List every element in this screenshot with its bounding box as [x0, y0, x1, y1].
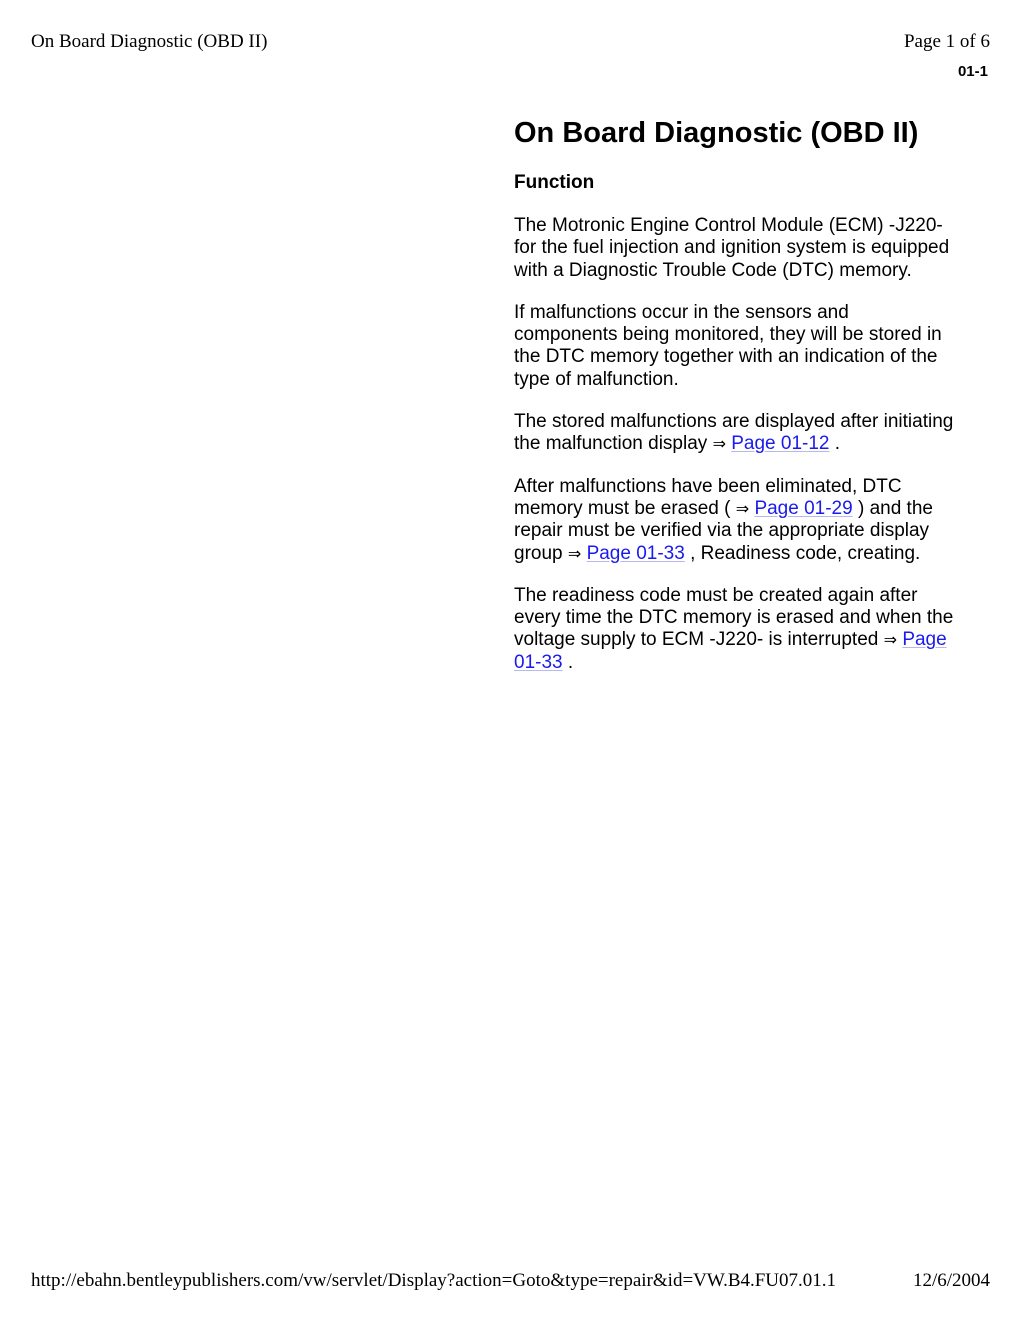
link-page-01-33[interactable]: Page 01-33: [586, 542, 685, 564]
right-arrow-icon: ⇒: [712, 434, 726, 454]
paragraph-text: .: [829, 433, 841, 455]
right-arrow-icon: ⇒: [735, 498, 750, 518]
paragraph-malfunction-display: [514, 411, 954, 456]
paragraph-text: The stored malfunctions are displayed after initiating the malfunction display: [514, 411, 954, 455]
paragraph-readiness-code: [514, 585, 954, 674]
link-page-01-29[interactable]: Page 01-29: [754, 497, 853, 519]
print-footer-date: 12/6/2004: [912, 1270, 990, 1291]
document-title: On Board Diagnostic (OBD II): [514, 117, 919, 149]
paragraph-malfunction-storage: If malfunctions occur in the sensors and components being monitored, they will be stored in the DTC memory together with an indication of the type of malfunction.: [514, 301, 942, 390]
print-header-title: On Board Diagnostic (OBD II): [31, 31, 268, 52]
right-arrow-icon: ⇒: [883, 630, 898, 650]
paragraph-ecm-description: The Motronic Engine Control Module (ECM) -J220- for the fuel injection and ignition system is equipped with a Diagnostic Trouble Code (DTC) memory.: [514, 215, 950, 281]
document-content: [514, 115, 954, 674]
right-arrow-icon: ⇒: [567, 543, 582, 563]
print-footer-url: http://ebahn.bentleypublishers.com/vw/servlet/Display?action=Goto&type=repair&id=VW.B4.FU07.01.1: [31, 1270, 837, 1291]
print-header-page-count: Page 1 of 6: [903, 31, 990, 52]
paragraph-text: .: [562, 651, 574, 673]
paragraph-text: The readiness code must be created again after every time the DTC memory is erased and when the voltage supply to ECM -J220- is interrupted: [514, 584, 954, 651]
section-heading-function: Function: [514, 172, 595, 193]
page-code: 01-1: [957, 63, 988, 80]
paragraph-erase-memory: [514, 476, 954, 565]
paragraph-text: ) and the repair must be verified via the appropriate display group: [514, 497, 933, 564]
paragraph-text: , Readiness code, creating.: [684, 542, 921, 564]
link-page-01-33[interactable]: Page 01-33: [514, 629, 947, 673]
link-page-01-12[interactable]: Page 01-12: [731, 433, 830, 455]
paragraph-text: After malfunctions have been eliminated, DTC memory must be erased (: [514, 475, 902, 519]
